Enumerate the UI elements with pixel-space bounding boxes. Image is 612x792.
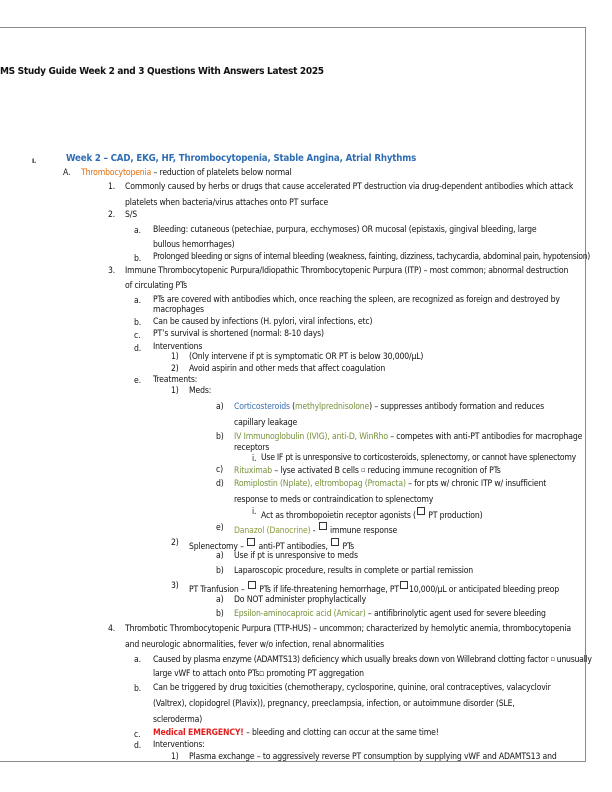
item-text: Laparoscopic procedure, results in complete or partial remission [234,566,474,576]
item-text [234,432,582,442]
item-text [234,479,546,489]
arrow-glyph-icon: ▫ [361,466,366,474]
item-text: Meds: [189,386,212,396]
item-number: 1. [108,182,116,192]
item-letter: a. [134,226,141,236]
item-text: PT’s survival is shortened (normal: 8-10 days) [153,329,324,339]
section-heading [81,168,292,178]
item-text: Do NOT administer prophylactically [234,595,367,605]
item-rest: PTs [340,542,354,552]
item-text [234,465,501,476]
item-letter: a. [134,296,141,306]
item-text: macrophages [153,305,204,315]
item-rest: – bleeding and clotting can occur at the same time! [243,728,439,738]
arrow-up-icon [248,581,256,589]
arrow-down-icon [319,522,327,530]
item-text: Can be triggered by drug toxicities (chemotherapy, cyclosporine, quinine, oral contraceptives, valacyclovir [153,683,551,693]
item-text [261,507,482,521]
page-border [0,27,586,762]
item-text: (Valtrex), clopidogrel (Plavix)), pregnancy, preeclampsia, infection, or autoimmune disorder (SLE, [153,699,515,709]
paren: ( [289,402,296,412]
item-rest: PT production) [425,511,483,521]
item-rest: Caused by plasma enzyme (ADAMTS13) deficiency which usually breaks down von Willebrand clotting factor [153,655,551,665]
drug-name: Corticosteroids [234,402,290,412]
item-roman: i. [252,507,257,517]
arrow-up-icon [417,507,425,515]
item-text: Commonly caused by herbs or drugs that cause accelerated PT destruction via drug-dependent antibodies which attack [125,182,574,192]
item-rest: – lyse activated B cells [272,466,362,476]
item-rest: Act as thrombopoietin receptor agonists ( [261,511,416,521]
item-text: scleroderma) [153,715,203,725]
item-rest: – suppresses antibody formation and reduces [372,402,545,412]
item-letter: a) [216,551,224,561]
item-text [189,538,354,552]
item-letter: b. [134,318,142,328]
drug-name: Rituximab [234,466,273,476]
less-than-icon [400,581,408,589]
item-number: 1) [171,352,179,362]
item-letter: a) [216,595,224,605]
item-text: response to meds or contraindication to splenectomy [234,495,434,505]
item-letter: d. [134,741,142,751]
item-text: bullous hemorrhages) [153,240,235,250]
item-text: Can be caused by infections (H. pylori, viral infections, etc) [153,317,373,327]
item-text: Plasma exchange – to aggressively reverse PT consumption by supplying vWF and ADAMTS13 and [189,752,557,762]
item-text: Use if pt is unresponsive to meds [234,551,358,561]
item-number: 2) [171,538,179,548]
item-text: and neurologic abnormalities, fever w/o infection, renal abnormalities [125,640,385,650]
drug-name: IV Immunoglobulin (IVIG), anti-D, WinRho [234,432,388,442]
item-letter: b. [134,254,142,264]
item-rest: – competes with anti-PT antibodies for macrophage [387,432,583,442]
item-letter: c. [134,730,141,740]
item-text [189,581,559,595]
item-text: platelets when bacteria/virus attaches onto PT surface [125,198,329,208]
item-text: large vWF to attach onto PTs▫ promoting PT aggregation [153,669,364,679]
item-rest: 10,000/µL or anticipated bleeding preop [408,585,559,595]
week-number: I. [32,157,37,165]
item-text [234,402,544,412]
item-text: S/S [125,210,137,220]
item-text: of circulating PTs [125,281,188,291]
drug-name: Danazol (Danocrine) [234,526,311,536]
item-letter: d. [134,344,142,354]
item-rest: PT Tranfusion – [189,585,247,595]
item-text: (Only intervene if pt is symptomatic OR PT is below 30,000/µL) [189,352,424,362]
item-letter: d) [216,479,224,489]
item-text: Interventions [153,342,203,352]
item-text: Use IF pt is unresponsive to corticosteroids, splenectomy, or cannot have splenectomy [261,453,576,463]
arrow-down-icon [247,538,255,546]
item-rest: – for pts w/ chronic ITP w/ insufficient [405,479,547,489]
item-text [153,728,439,738]
item-rest: – antifibrinolytic agent used for severe bleeding [365,609,546,619]
item-text: Treatments: [153,375,198,385]
item-letter: a) [216,402,224,412]
item-number: 3. [108,266,116,276]
item-letter: e. [134,376,141,386]
item-letter: b) [216,566,224,576]
emergency-label: Medical EMERGENCY! [153,728,244,738]
item-rest: unusually [554,655,592,665]
drug-name: Epsilon-aminocaproic acid (Amicar) [234,609,366,619]
paren: ) [369,402,373,412]
item-text [234,522,397,536]
item-letter: b) [216,432,224,442]
item-text: Immune Thrombocytopenic Purpura/Idiopathic Thrombocytopenic Purpura (ITP) – most common; abnormal destruction [125,266,569,276]
item-text: capillary leakage [234,418,298,428]
section-letter: A. [63,168,71,178]
item-letter: c. [134,331,141,341]
item-number: 1) [171,386,179,396]
item-text: PTs are covered with antibodies which, once reaching the spleen, are recognized as foreign and destroyed by [153,295,560,305]
item-text: receptors [234,443,270,453]
document-title: MS Study Guide Week 2 and 3 Questions With Answers Latest 2025 [0,66,324,77]
item-letter: b) [216,609,224,619]
week-heading: Week 2 – CAD, EKG, HF, Thrombocytopenia, Stable Angina, Atrial Rhythms [66,153,417,164]
item-roman: i. [252,454,257,464]
item-letter: e) [216,523,224,533]
generic-name: methylprednisolone [295,402,370,412]
item-number: 4. [108,624,116,634]
item-rest: Splenectomy – [189,542,247,552]
section-term: Thrombocytopenia [81,168,152,178]
item-text: Prolonged bleeding or signs of internal bleeding (weakness, fainting, dizziness, tachycardia, abdominal pain, hypotension) [153,252,591,262]
item-number: 2) [171,364,179,374]
item-rest: PTs if life-threatening hemorrhage, PT [256,585,399,595]
item-text: Avoid aspirin and other meds that affect coagulation [189,364,386,374]
item-text [234,609,546,619]
item-number: 2. [108,210,116,220]
item-rest: reducing immune recognition of PTs [365,466,501,476]
item-number: 1) [171,752,179,762]
item-letter: b. [134,684,142,694]
item-text: Thrombotic Thrombocytopenic Purpura (TTP-HUS) – uncommon; characterized by hemolytic anemia, thrombocytopenia [125,624,572,634]
arrow-up-icon [331,538,339,546]
item-text: Bleeding: cutaneous (petechiae, purpura, ecchymoses) OR mucosal (epistaxis, gingival bleeding, large [153,225,537,235]
section-definition: – reduction of platelets below normal [151,168,292,178]
item-rest: - [310,526,318,536]
item-rest: anti-PT antibodies, [256,542,331,552]
arrow-glyph-icon: ▫ [550,655,555,663]
item-letter: a. [134,655,141,665]
item-letter: c) [216,465,223,475]
drug-name: Romiplostin (Nplate), eltrombopag (Promacta) [234,479,406,489]
item-text: Interventions: [153,740,205,750]
item-rest: immune response [327,526,398,536]
item-text [153,654,592,665]
item-number: 3) [171,581,179,591]
